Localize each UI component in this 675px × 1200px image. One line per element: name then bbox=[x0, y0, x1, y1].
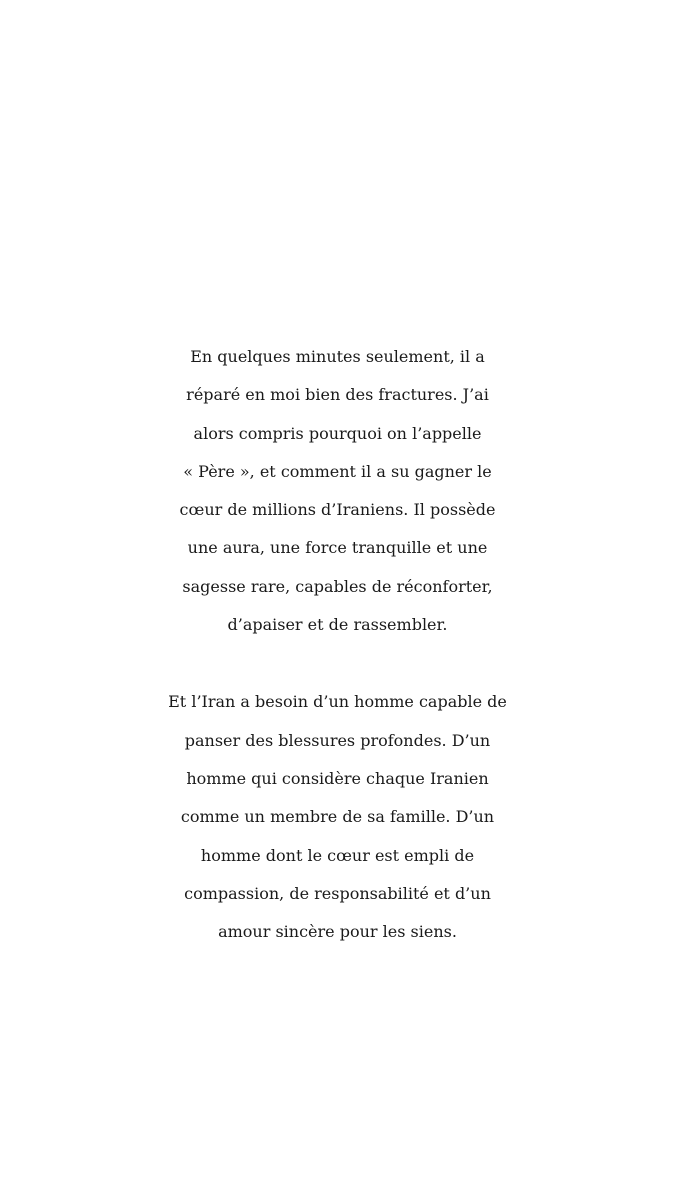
text-line: « Père », et comment il a su gagner le bbox=[183, 461, 492, 481]
text-line: alors compris pourquoi on l’appelle bbox=[193, 423, 482, 443]
story-text-block bbox=[0, 338, 675, 951]
text-line: Et l’Iran a besoin d’un homme capable de bbox=[168, 692, 507, 712]
paragraph-1 bbox=[0, 338, 675, 644]
text-line: homme dont le cœur est empli de bbox=[200, 845, 475, 865]
text-line: panser des blessures profondes. D’un bbox=[184, 730, 491, 750]
text-line: En quelques minutes seulement, il a bbox=[190, 347, 485, 366]
text-line: d’apaiser et de rassembler. bbox=[227, 615, 448, 635]
text-line: amour sincère pour les siens. bbox=[218, 922, 457, 942]
paragraph-spacer bbox=[0, 644, 675, 683]
text-line: une aura, une force tranquille et une bbox=[187, 538, 488, 558]
text-line: comme un membre de sa famille. D’un bbox=[180, 807, 495, 827]
text-line: homme qui considère chaque Iranien bbox=[186, 768, 489, 788]
text-line: sagesse rare, capables de réconforter, bbox=[182, 576, 493, 596]
text-line: cœur de millions d’Iraniens. Il possède bbox=[179, 500, 496, 520]
text-line: réparé en moi bien des fractures. J’ai bbox=[186, 385, 489, 405]
paragraph-2 bbox=[0, 683, 675, 951]
text-line: compassion, de responsabilité et d’un bbox=[184, 883, 491, 903]
